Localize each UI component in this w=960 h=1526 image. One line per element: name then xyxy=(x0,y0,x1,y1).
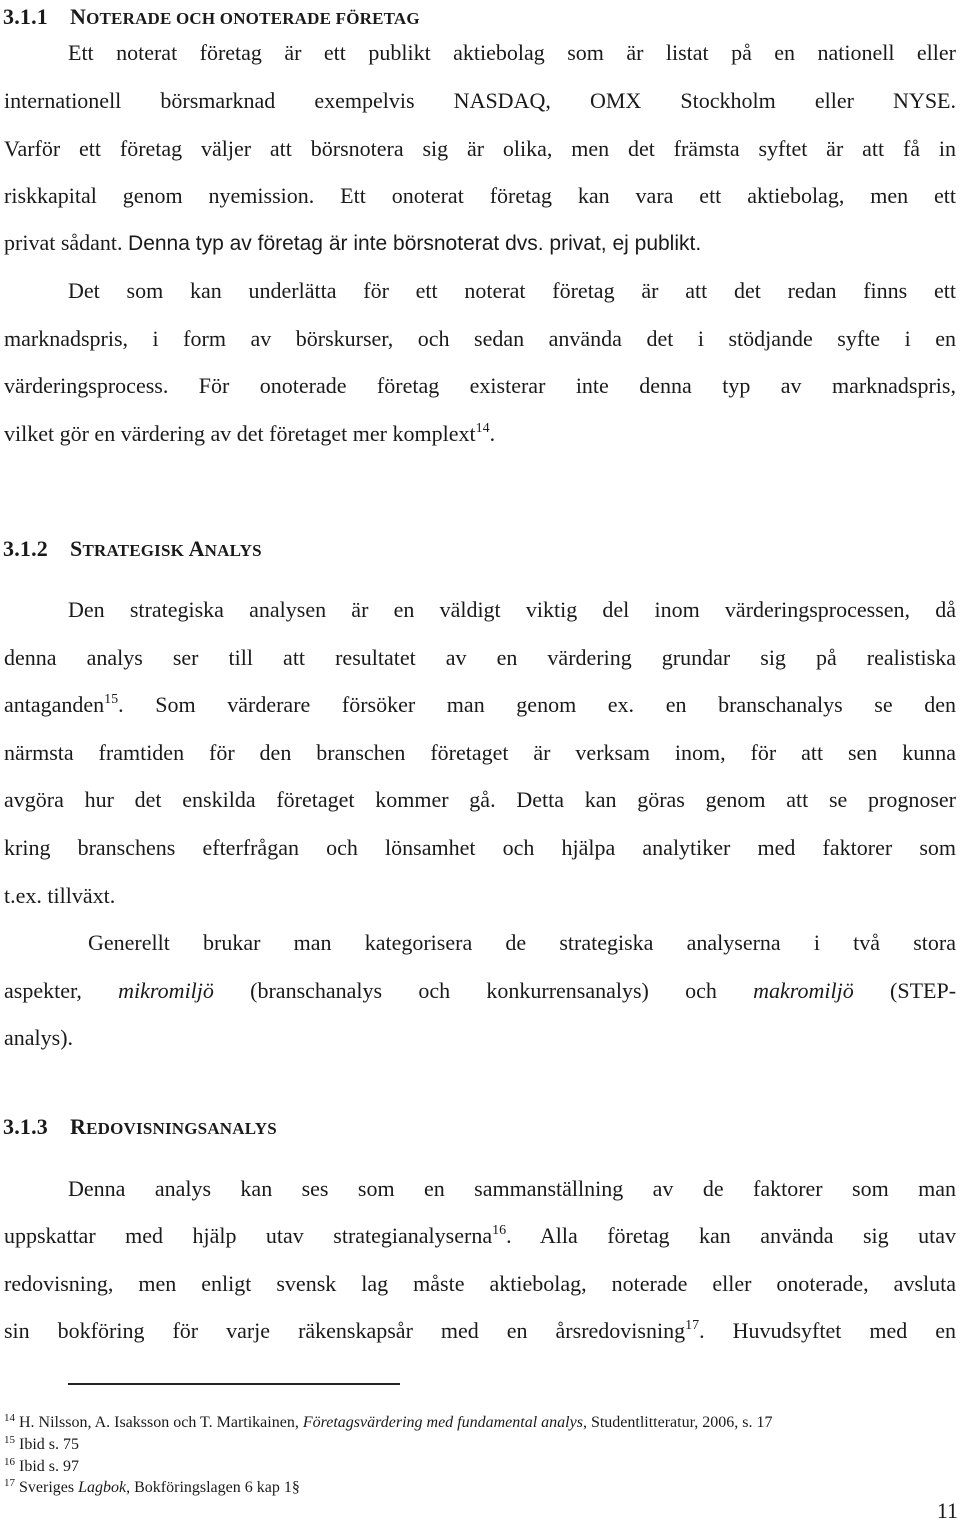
paragraph-line: denna analys ser till att resultatet av en värdering grundar sig på realistiska xyxy=(4,645,956,670)
paragraph-line: redovisning, men enligt svensk lag måste aktiebolag, noterade eller onoterade, avsluta xyxy=(4,1271,956,1296)
section-heading-3-1-1 xyxy=(3,4,420,30)
section-title: NOTERADE OCH ONOTERADE FÖRETAG xyxy=(70,4,420,29)
footnote-ref[interactable]: 15 xyxy=(104,692,119,707)
section-heading-3-1-3 xyxy=(3,1114,277,1140)
paragraph-line: t.ex. tillväxt. xyxy=(4,883,116,908)
footnote-15: $^{15}$ Ibid s. 75 xyxy=(4,1434,79,1453)
paragraph-line: sin bokföring för varje räkenskapsår med en årsredovisning$^{17}$. Huvudsyftet med en xyxy=(4,1318,956,1343)
footnote-14: $^{14}$ H. Nilsson, A. Isaksson och T. Martikainen, Företagsvärdering med fundamental analys, Studentlitteratur, 2006, s. 17 xyxy=(4,1412,773,1431)
paragraph-line: aspekter, mikromiljö (branschanalys och konkurrensanalys) och makromiljö (STEP- xyxy=(4,978,957,1003)
paragraph-line: analys). xyxy=(4,1025,74,1050)
footnote-separator xyxy=(68,1383,400,1385)
paragraph-line: Generellt brukar man kategorisera de strategiska analyserna i två stora xyxy=(88,930,956,955)
section-number: 3.1.1 xyxy=(3,4,48,29)
paragraph-line: närmsta framtiden för den branschen företaget är verksam inom, för att sen kunna xyxy=(4,740,956,765)
paragraph-line: Varför ett företag väljer att börsnotera sig är olika, men det främsta syftet är att få in xyxy=(4,136,956,161)
paragraph-line: kring branschens efterfrågan och lönsamhet och hjälpa analytiker med faktorer som xyxy=(4,835,956,860)
paragraph-line: antaganden$^{15}$. Som värderare försöker man genom ex. en branschanalys se den xyxy=(4,692,957,717)
paragraph-line: Den strategiska analysen är en väldigt viktig del inom värderingsprocessen, då xyxy=(68,597,956,622)
section-number: 3.1.2 xyxy=(3,536,48,561)
footnote-16: $^{16}$ Ibid s. 97 xyxy=(4,1456,79,1475)
section-title: STRATEGISK ANALYS xyxy=(70,536,262,561)
paragraph-line: internationell börsmarknad exempelvis NASDAQ, OMX Stockholm eller NYSE. xyxy=(4,88,956,113)
emphasis: mikromiljö xyxy=(118,978,214,1003)
paragraph-line: privat sådant. Denna typ av företag är inte börsnoterat dvs. privat, ej publikt. xyxy=(4,230,702,255)
sans-serif-sentence: Denna typ av företag är inte börsnoterat dvs. privat, ej publikt. xyxy=(128,232,702,255)
paragraph-line: Denna analys kan ses som en sammanställning av de faktorer som man xyxy=(68,1176,956,1201)
paragraph-line: värderingsprocess. För onoterade företag existerar inte denna typ av marknadspris, xyxy=(4,373,956,398)
emphasis: makromiljö xyxy=(753,978,854,1003)
paragraph-line: Det som kan underlätta för ett noterat företag är att det redan finns ett xyxy=(68,278,956,303)
page-number: 11 xyxy=(936,1498,958,1523)
section-title: REDOVISNINGSANALYS xyxy=(70,1114,277,1139)
footnote-ref[interactable]: 16 xyxy=(492,1223,507,1238)
paragraph-line: vilket gör en värdering av det företaget mer komplext$^{14}$. xyxy=(4,421,496,446)
footnote-ref[interactable]: 17 xyxy=(685,1318,700,1333)
paragraph-line: uppskattar med hjälp utav strategianalyserna$^{16}$. Alla företag kan använda sig utav xyxy=(4,1223,956,1248)
footnote-17: $^{17}$ Sveriges Lagbok, Bokföringslagen 6 kap 1§ xyxy=(4,1477,300,1496)
paragraph-line: Ett noterat företag är ett publikt aktiebolag som är listat på en nationell eller xyxy=(68,40,956,65)
footnote-ref[interactable]: 14 xyxy=(475,421,490,436)
paragraph-line: avgöra hur det enskilda företaget kommer gå. Detta kan göras genom att se prognoser xyxy=(4,787,957,812)
paragraph-line: marknadspris, i form av börskurser, och sedan använda det i stödjande syfte i en xyxy=(4,326,956,351)
paragraph-line: riskkapital genom nyemission. Ett onoterat företag kan vara ett aktiebolag, men ett xyxy=(4,183,956,208)
section-number: 3.1.3 xyxy=(3,1114,48,1139)
section-heading-3-1-2 xyxy=(3,536,262,562)
